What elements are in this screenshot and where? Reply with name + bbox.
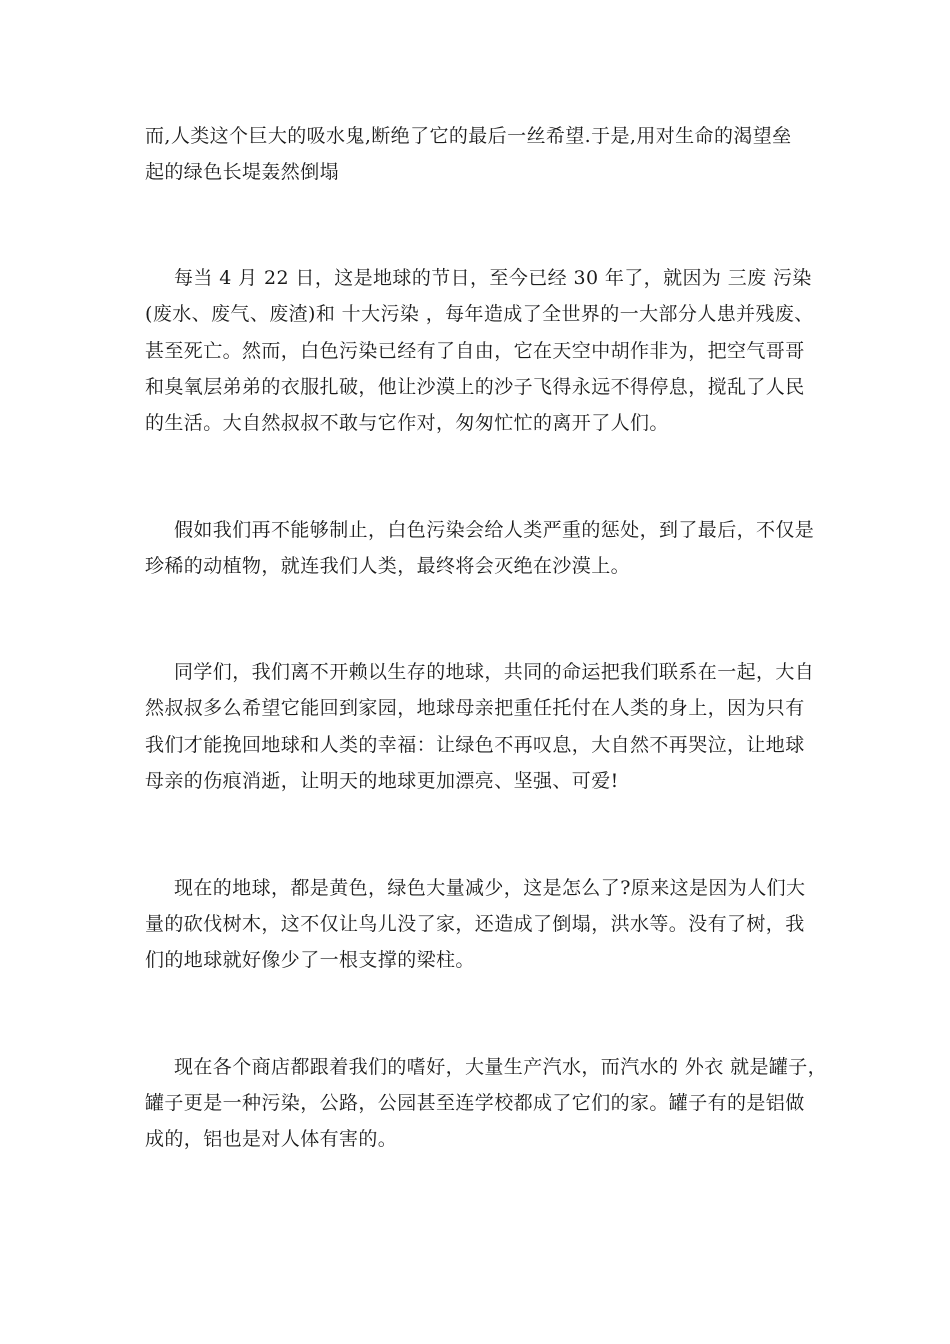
paragraph-line: 的生活。大自然叔叔不敢与它作对，匆匆忙忙的离开了人们。 (145, 412, 669, 434)
paragraph-line: 甚至死亡。然而，白色污染已经有了自由，它在天空中胡作非为，把空气哥哥 (145, 340, 805, 362)
paragraph-line: 我们才能挽回地球和人类的幸福：让绿色不再叹息，大自然不再哭泣，让地球 (145, 734, 805, 756)
paragraph-line: 和臭氧层弟弟的衣服扎破，他让沙漠上的沙子飞得永远不得停息，搅乱了人民 (145, 376, 805, 398)
paragraph-line: 罐子更是一种污染，公路，公园甚至连学校都成了它们的家。罐子有的是铝做 (145, 1092, 805, 1114)
paragraph-line: 而,人类这个巨大的吸水鬼,断绝了它的最后一丝希望.于是,用对生命的渴望垒 (145, 125, 792, 147)
paragraph-line: 假如我们再不能够制止，白色污染会给人类严重的惩处，到了最后，不仅是 (174, 519, 815, 541)
paragraph-line: 同学们，我们离不开赖以生存的地球，共同的命运把我们联系在一起，大自 (174, 661, 815, 683)
paragraph-line: 每当 4 月 22 日，这是地球的节日，至今已经 30 年了，就因为 三废 污染 (174, 267, 812, 289)
paragraph-line: 现在的地球，都是黄色，绿色大量减少，这是怎么了?原来这是因为人们大 (174, 877, 806, 899)
paragraph-line: 们的地球就好像少了一根支撑的梁柱。 (145, 949, 475, 971)
paragraph-line: 起的绿色长堤轰然倒塌 (145, 161, 340, 183)
paragraph-line: 珍稀的动植物，就连我们人类，最终将会灭绝在沙漠上。 (145, 555, 631, 577)
paragraph-line: 量的砍伐树木，这不仅让鸟儿没了家，还造成了倒塌，洪水等。没有了树，我 (145, 913, 805, 935)
paragraph-line: 母亲的伤痕消逝，让明天的地球更加漂亮、坚强、可爱! (145, 770, 619, 792)
paragraph-line: (废水、废气、废渣)和 十大污染 ，每年造成了全世界的一大部分人患并残废、 (145, 303, 814, 325)
paragraph-line: 成的，铝也是对人体有害的。 (145, 1128, 398, 1150)
paragraph-line: 然叔叔多么希望它能回到家园，地球母亲把重任托付在人类的身上，因为只有 (145, 697, 805, 719)
paragraph-line: 现在各个商店都跟着我们的嗜好，大量生产汽水，而汽水的 外衣 就是罐子， (174, 1056, 828, 1078)
